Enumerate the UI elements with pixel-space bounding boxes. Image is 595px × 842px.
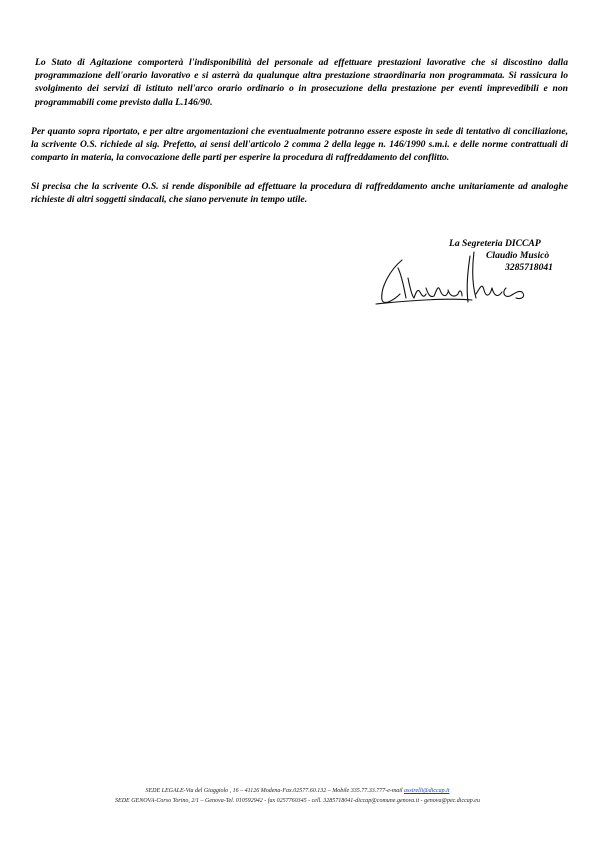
footer-line-1 — [0, 787, 595, 795]
handwritten-signature — [372, 248, 532, 310]
footer-email-link[interactable]: assirelli@diccap.it — [404, 788, 450, 794]
body-paragraph-1: Lo Stato di Agitazione comporterà l'indisponibilità del personale ad effettuare prestazioni lavorative che si discostino dalla programmazione dell'orario lavorativo e si asterrà da qualunque altra prestazione straordinaria non programmata. Si rassicura lo svolgimento dei servizi di istituto nell'arco orario ordinario o in prosecuzione della prestazione per eventi imprevedibili e non programmabili come previsto dalla L.146/90. — [35, 57, 568, 108]
signature-name: Claudio Musicò — [486, 250, 550, 261]
signature-phone: 3285718041 — [505, 262, 553, 273]
body-paragraph-2: Per quanto sopra riportato, e per altre argomentazioni che eventualmente potranno essere esposte in sede di tentativo di conciliazione, la scrivente O.S. richiede al sig. Prefetto, ai sensi dell'articolo 2 comma 2 della legge n. 146/1990 s.m.i. e delle norme contrattuali di comparto in materia, la convocazione delle parti per esperire la procedura di raffreddamento del conflitto. — [31, 126, 568, 164]
footer-line-2: SEDE GENOVA-Corso Torino, 2/1 – Genova-Tel. 010592942 - fax 0257760345 - cell. 3285718041-diccap@comune.genova.it - genova@pec.diccap.eu — [115, 798, 480, 804]
signature-organization: La Segreteria DICCAP — [449, 238, 541, 249]
body-paragraph-3: Si precisa che la scrivente O.S. si rende disponibile ad effettuare la procedura di raffreddamento anche unitariamente ad analoghe richieste di altri soggetti sindacali, che siano pervenute in tempo utile. — [31, 181, 568, 206]
footer-line-1-text: SEDE LEGALE-Via del Giaggiolo , 16 – 41126 Modena-Fax.02577.60.132 – Mobile 335.77.33.777-e-mail — [145, 788, 405, 794]
